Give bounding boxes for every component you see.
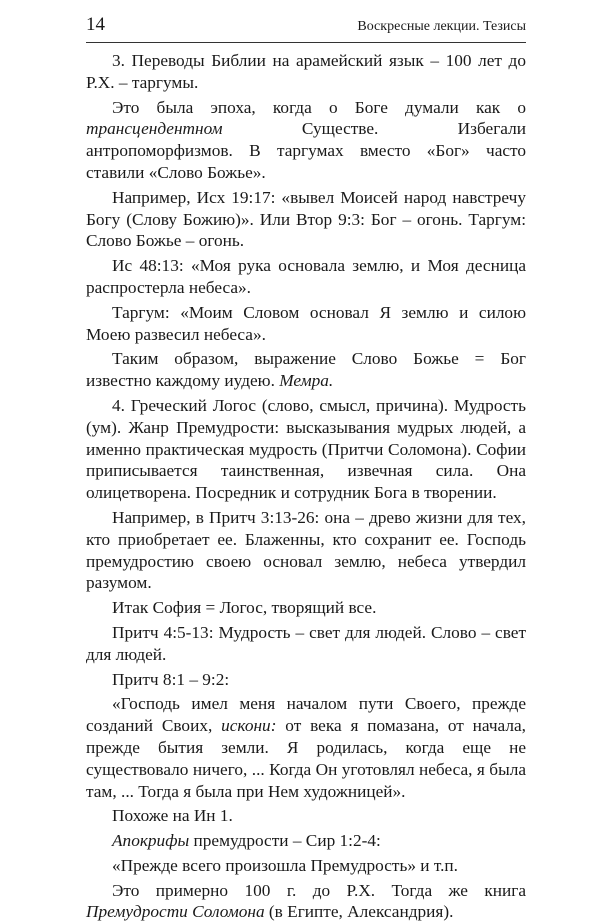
paragraph: [86, 187, 526, 252]
text-run: Таким образом, выражение Слово Божье = Бог известно каждому иудею.: [86, 349, 526, 391]
text-run: Похоже на Ин 1.: [112, 806, 233, 826]
text-run: Например, в Притч 3:13-26: она – древо жизни для тех, кто приобретает ее. Блаженны, кто сохранит ее. Господь премудростию своею основал землю, небеса утвердил разумом.: [86, 507, 526, 593]
paragraph: [86, 622, 526, 666]
paragraph: [86, 507, 526, 594]
paragraph: [86, 669, 526, 691]
text-run: Итак София = Логос, творящий все.: [112, 598, 377, 618]
italic-text: трансцендентном: [86, 119, 223, 139]
text-run: 3. Переводы Библии на арамейский язык – 100 лет до Р.Х. – таргумы.: [86, 51, 526, 92]
text-run: Существе. Избегали антропоморфизмов. В таргумах вместо «Бог» часто ставили «Слово Божье».: [86, 119, 526, 182]
text-run: (в Египте, Александрия).: [264, 902, 454, 922]
paragraph: [86, 597, 526, 619]
italic-text: Премудрости Соломона: [86, 902, 265, 922]
paragraph: [86, 693, 526, 802]
paragraph: [86, 348, 526, 392]
paragraph: [86, 97, 526, 184]
body-text: [86, 50, 526, 923]
italic-text: Мемра.: [279, 371, 334, 391]
paragraph: [86, 255, 526, 299]
paragraph: [86, 50, 526, 94]
paragraph: [86, 855, 526, 877]
text-run: Ис 48:13: «Моя рука основала землю, и Моя десница распростерла небеса».: [86, 256, 526, 297]
text-run: 4. Греческий Логос (слово, смысл, причина). Мудрость (ум). Жанр Премудрости: высказывания мудрых людей, а именно практическая мудрость (Притчи Соломона). Софии приписывается таинственная, извечная сила. Она олицетворена. Посредник и сотрудник Бога в творении.: [86, 395, 526, 503]
text-run: премудрости – Сир 1:2-4:: [189, 831, 381, 851]
text-run: Например, Исх 19:17: «вывел Моисей народ навстречу Богу (Слову Божию)». Или Втор 9:3: Бог – огонь. Таргум: Слово Божье – огонь.: [86, 187, 526, 251]
paragraph: [86, 830, 526, 852]
paragraph: [86, 395, 526, 504]
text-run: Это была эпоха, когда о Боге думали как о: [112, 97, 526, 117]
header-divider: [86, 42, 526, 43]
text-run: Притч 4:5-13: Мудрость – свет для людей. Слово – свет для людей.: [86, 622, 526, 664]
text-run: Это примерно 100 г. до Р.Х. Тогда же книга: [112, 880, 526, 900]
text-run: «Прежде всего произошла Премудрость» и т.п.: [112, 855, 459, 875]
page-number: 14: [86, 14, 105, 35]
italic-text: искони:: [221, 716, 277, 736]
text-run: «Господь имел меня началом пути Своего, прежде созданий Своих,: [86, 694, 526, 736]
paragraph: [86, 805, 526, 827]
text-run: Таргум: «Моим Словом основал Я землю и силою Моею развесил небеса».: [86, 302, 526, 344]
paragraph: [86, 302, 526, 346]
text-run: от века я помазана, от начала, прежде бытия земли. Я родилась, когда еще не существовало ничего, ... Когда Он уготовлял небеса, я была там, ... Тогда я была при Нем художницей».: [86, 716, 526, 801]
italic-text: Апокрифы: [112, 831, 190, 851]
text-run: Притч 8:1 – 9:2:: [112, 669, 230, 689]
running-title: Воскресные лекции. Тезисы: [357, 19, 526, 34]
paragraph: [86, 880, 526, 923]
